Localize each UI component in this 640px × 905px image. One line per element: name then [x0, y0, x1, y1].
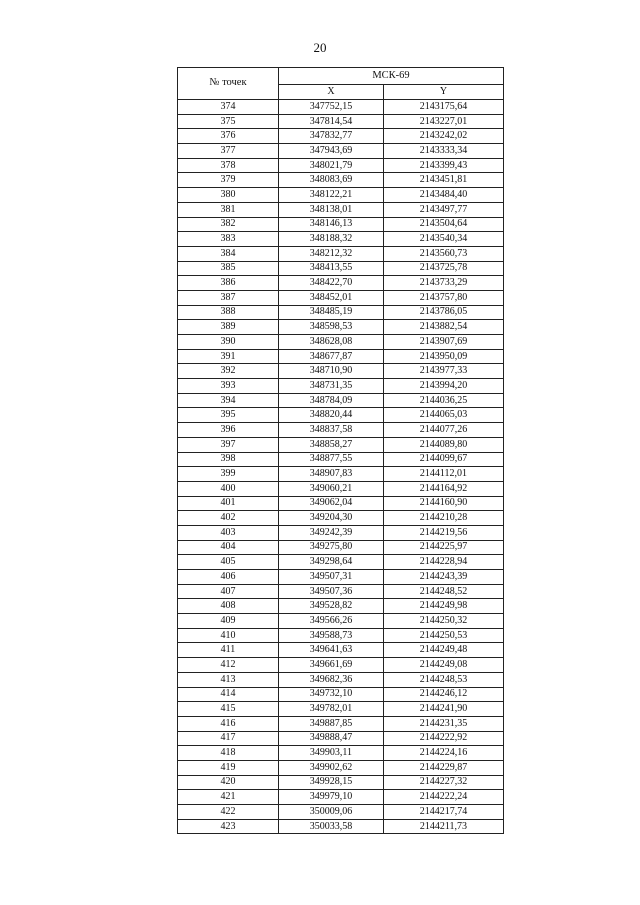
point-number-cell: 405: [178, 555, 279, 570]
table-row: [178, 188, 504, 203]
table-body: [178, 100, 504, 834]
y-coordinate-cell: 2143950,09: [384, 349, 504, 364]
point-number-cell: 421: [178, 790, 279, 805]
table-row: [178, 100, 504, 115]
x-coordinate-cell: 349641,63: [279, 643, 384, 658]
y-coordinate-cell: 2144248,52: [384, 584, 504, 599]
x-coordinate-cell: 348598,53: [279, 320, 384, 335]
y-coordinate-cell: 2144219,56: [384, 525, 504, 540]
y-coordinate-cell: 2144222,24: [384, 790, 504, 805]
point-number-cell: 386: [178, 276, 279, 291]
x-coordinate-cell: 348877,55: [279, 452, 384, 467]
point-number-cell: 422: [178, 805, 279, 820]
point-number-cell: 377: [178, 144, 279, 159]
y-coordinate-cell: 2144249,08: [384, 658, 504, 673]
x-coordinate-cell: 347943,69: [279, 144, 384, 159]
point-number-cell: 374: [178, 100, 279, 115]
x-coordinate-cell: 349566,26: [279, 614, 384, 629]
point-number-cell: 415: [178, 702, 279, 717]
x-coordinate-cell: 348452,01: [279, 290, 384, 305]
coordinates-table: [177, 67, 504, 834]
x-coordinate-cell: 349507,36: [279, 584, 384, 599]
x-coordinate-cell: 347752,15: [279, 100, 384, 115]
header-coordinate-system: МСК-69: [279, 68, 504, 85]
y-coordinate-cell: 2144036,25: [384, 393, 504, 408]
table-row: [178, 790, 504, 805]
x-coordinate-cell: 349979,10: [279, 790, 384, 805]
table-row: [178, 731, 504, 746]
y-coordinate-cell: 2143725,78: [384, 261, 504, 276]
table-row: [178, 511, 504, 526]
point-number-cell: 391: [178, 349, 279, 364]
table-row: [178, 276, 504, 291]
x-coordinate-cell: 348837,58: [279, 423, 384, 438]
y-coordinate-cell: 2144099,67: [384, 452, 504, 467]
point-number-cell: 416: [178, 716, 279, 731]
point-number-cell: 393: [178, 379, 279, 394]
table-row: [178, 232, 504, 247]
x-coordinate-cell: 348677,87: [279, 349, 384, 364]
point-number-cell: 385: [178, 261, 279, 276]
table-row: [178, 672, 504, 687]
table-row: [178, 173, 504, 188]
point-number-cell: 401: [178, 496, 279, 511]
point-number-cell: 402: [178, 511, 279, 526]
point-number-cell: 382: [178, 217, 279, 232]
table-row: [178, 335, 504, 350]
x-coordinate-cell: 349732,10: [279, 687, 384, 702]
y-coordinate-cell: 2144210,28: [384, 511, 504, 526]
y-coordinate-cell: 2144228,94: [384, 555, 504, 570]
y-coordinate-cell: 2144225,97: [384, 540, 504, 555]
x-coordinate-cell: 349903,11: [279, 746, 384, 761]
y-coordinate-cell: 2144089,80: [384, 437, 504, 452]
y-coordinate-cell: 2143540,34: [384, 232, 504, 247]
x-coordinate-cell: 349887,85: [279, 716, 384, 731]
x-coordinate-cell: 348858,27: [279, 437, 384, 452]
x-coordinate-cell: 349275,80: [279, 540, 384, 555]
point-number-cell: 420: [178, 775, 279, 790]
table-row: [178, 379, 504, 394]
y-coordinate-cell: 2144231,35: [384, 716, 504, 731]
table-row: [178, 423, 504, 438]
x-coordinate-cell: 347814,54: [279, 114, 384, 129]
table-row: [178, 496, 504, 511]
table-row: [178, 290, 504, 305]
table-row: [178, 775, 504, 790]
table-row: [178, 437, 504, 452]
x-coordinate-cell: 348485,19: [279, 305, 384, 320]
x-coordinate-cell: 348188,32: [279, 232, 384, 247]
table-row: [178, 364, 504, 379]
y-coordinate-cell: 2143497,77: [384, 202, 504, 217]
x-coordinate-cell: 348820,44: [279, 408, 384, 423]
x-coordinate-cell: 349298,64: [279, 555, 384, 570]
x-coordinate-cell: 349528,82: [279, 599, 384, 614]
y-coordinate-cell: 2144246,12: [384, 687, 504, 702]
point-number-cell: 423: [178, 819, 279, 834]
x-coordinate-cell: 349888,47: [279, 731, 384, 746]
table-row: [178, 540, 504, 555]
y-coordinate-cell: 2143242,02: [384, 129, 504, 144]
x-coordinate-cell: 348422,70: [279, 276, 384, 291]
y-coordinate-cell: 2144077,26: [384, 423, 504, 438]
y-coordinate-cell: 2143484,40: [384, 188, 504, 203]
table-row: [178, 202, 504, 217]
y-coordinate-cell: 2144250,53: [384, 628, 504, 643]
point-number-cell: 388: [178, 305, 279, 320]
point-number-cell: 389: [178, 320, 279, 335]
y-coordinate-cell: 2144211,73: [384, 819, 504, 834]
x-coordinate-cell: 348021,79: [279, 158, 384, 173]
y-coordinate-cell: 2144250,32: [384, 614, 504, 629]
y-coordinate-cell: 2143504,64: [384, 217, 504, 232]
point-number-cell: 395: [178, 408, 279, 423]
point-number-cell: 399: [178, 467, 279, 482]
y-coordinate-cell: 2144224,16: [384, 746, 504, 761]
point-number-cell: 394: [178, 393, 279, 408]
x-coordinate-cell: 348146,13: [279, 217, 384, 232]
y-coordinate-cell: 2144217,74: [384, 805, 504, 820]
point-number-cell: 412: [178, 658, 279, 673]
y-coordinate-cell: 2144229,87: [384, 760, 504, 775]
point-number-cell: 408: [178, 599, 279, 614]
x-coordinate-cell: 349928,15: [279, 775, 384, 790]
table-row: [178, 261, 504, 276]
x-coordinate-cell: 348122,21: [279, 188, 384, 203]
table-row: [178, 144, 504, 159]
table-row: [178, 320, 504, 335]
point-number-cell: 410: [178, 628, 279, 643]
point-number-cell: 411: [178, 643, 279, 658]
x-coordinate-cell: 350033,58: [279, 819, 384, 834]
x-coordinate-cell: 349507,31: [279, 570, 384, 585]
table-row: [178, 760, 504, 775]
y-coordinate-cell: 2143786,05: [384, 305, 504, 320]
table-row: [178, 129, 504, 144]
point-number-cell: 414: [178, 687, 279, 702]
x-coordinate-cell: 349682,36: [279, 672, 384, 687]
x-coordinate-cell: 348212,32: [279, 246, 384, 261]
y-coordinate-cell: 2144249,48: [384, 643, 504, 658]
table-row: [178, 158, 504, 173]
table-row: [178, 481, 504, 496]
point-number-cell: 419: [178, 760, 279, 775]
point-number-cell: 417: [178, 731, 279, 746]
table-row: [178, 217, 504, 232]
point-number-cell: 418: [178, 746, 279, 761]
table-row: [178, 702, 504, 717]
x-coordinate-cell: 348784,09: [279, 393, 384, 408]
y-coordinate-cell: 2144249,98: [384, 599, 504, 614]
table-row: [178, 805, 504, 820]
header-x: X: [279, 85, 384, 100]
point-number-cell: 397: [178, 437, 279, 452]
table-row: [178, 643, 504, 658]
x-coordinate-cell: 349902,62: [279, 760, 384, 775]
point-number-cell: 378: [178, 158, 279, 173]
x-coordinate-cell: 349204,30: [279, 511, 384, 526]
y-coordinate-cell: 2143882,54: [384, 320, 504, 335]
x-coordinate-cell: 349661,69: [279, 658, 384, 673]
y-coordinate-cell: 2144222,92: [384, 731, 504, 746]
table-row: [178, 393, 504, 408]
y-coordinate-cell: 2143907,69: [384, 335, 504, 350]
table-row: [178, 246, 504, 261]
table-row: [178, 525, 504, 540]
x-coordinate-cell: 348138,01: [279, 202, 384, 217]
point-number-cell: 403: [178, 525, 279, 540]
table-row: [178, 716, 504, 731]
y-coordinate-cell: 2144241,90: [384, 702, 504, 717]
x-coordinate-cell: 350009,06: [279, 805, 384, 820]
x-coordinate-cell: 347832,77: [279, 129, 384, 144]
y-coordinate-cell: 2144112,01: [384, 467, 504, 482]
table-row: [178, 452, 504, 467]
point-number-cell: 404: [178, 540, 279, 555]
table-row: [178, 687, 504, 702]
x-coordinate-cell: 348083,69: [279, 173, 384, 188]
x-coordinate-cell: 349062,04: [279, 496, 384, 511]
point-number-cell: 409: [178, 614, 279, 629]
x-coordinate-cell: 349782,01: [279, 702, 384, 717]
point-number-cell: 379: [178, 173, 279, 188]
y-coordinate-cell: 2144065,03: [384, 408, 504, 423]
x-coordinate-cell: 349588,73: [279, 628, 384, 643]
table-row: [178, 305, 504, 320]
point-number-cell: 398: [178, 452, 279, 467]
y-coordinate-cell: 2143333,34: [384, 144, 504, 159]
point-number-cell: 387: [178, 290, 279, 305]
x-coordinate-cell: 348710,90: [279, 364, 384, 379]
table-row: [178, 408, 504, 423]
point-number-cell: 413: [178, 672, 279, 687]
point-number-cell: 400: [178, 481, 279, 496]
x-coordinate-cell: 348413,55: [279, 261, 384, 276]
table-row: [178, 599, 504, 614]
y-coordinate-cell: 2143994,20: [384, 379, 504, 394]
table-header: [178, 68, 504, 100]
y-coordinate-cell: 2144164,92: [384, 481, 504, 496]
y-coordinate-cell: 2143175,64: [384, 100, 504, 115]
y-coordinate-cell: 2143977,33: [384, 364, 504, 379]
table-row: [178, 819, 504, 834]
y-coordinate-cell: 2143451,81: [384, 173, 504, 188]
point-number-cell: 375: [178, 114, 279, 129]
x-coordinate-cell: 349060,21: [279, 481, 384, 496]
table-row: [178, 555, 504, 570]
point-number-cell: 376: [178, 129, 279, 144]
point-number-cell: 392: [178, 364, 279, 379]
page-number: 20: [313, 40, 327, 55]
point-number-cell: 390: [178, 335, 279, 350]
table-row: [178, 658, 504, 673]
x-coordinate-cell: 349242,39: [279, 525, 384, 540]
x-coordinate-cell: 348907,83: [279, 467, 384, 482]
table-row: [178, 467, 504, 482]
table-row: [178, 746, 504, 761]
y-coordinate-cell: 2144243,39: [384, 570, 504, 585]
table-row: [178, 349, 504, 364]
header-y: Y: [384, 85, 504, 100]
y-coordinate-cell: 2143733,29: [384, 276, 504, 291]
y-coordinate-cell: 2143560,73: [384, 246, 504, 261]
table-row: [178, 584, 504, 599]
y-coordinate-cell: 2144160,90: [384, 496, 504, 511]
point-number-cell: 396: [178, 423, 279, 438]
table-row: [178, 114, 504, 129]
point-number-cell: 407: [178, 584, 279, 599]
point-number-cell: 384: [178, 246, 279, 261]
point-number-cell: 381: [178, 202, 279, 217]
y-coordinate-cell: 2143227,01: [384, 114, 504, 129]
y-coordinate-cell: 2144227,32: [384, 775, 504, 790]
point-number-cell: 383: [178, 232, 279, 247]
table-row: [178, 628, 504, 643]
y-coordinate-cell: 2143757,80: [384, 290, 504, 305]
point-number-cell: 406: [178, 570, 279, 585]
y-coordinate-cell: 2144248,53: [384, 672, 504, 687]
header-point-number: № точек: [178, 68, 279, 100]
x-coordinate-cell: 348731,35: [279, 379, 384, 394]
y-coordinate-cell: 2143399,43: [384, 158, 504, 173]
table-row: [178, 570, 504, 585]
point-number-cell: 380: [178, 188, 279, 203]
table-row: [178, 614, 504, 629]
x-coordinate-cell: 348628,08: [279, 335, 384, 350]
